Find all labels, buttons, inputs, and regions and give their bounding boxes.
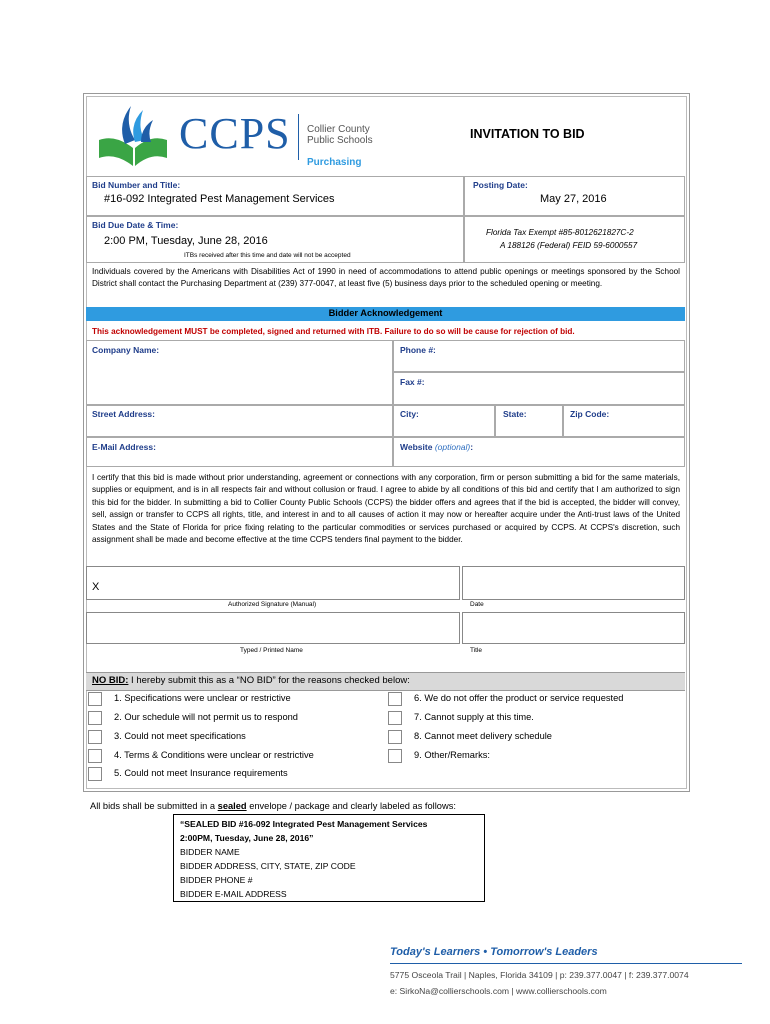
website-word: Website bbox=[400, 442, 433, 452]
footer-divider bbox=[390, 963, 742, 964]
fax-label: Fax #: bbox=[400, 377, 425, 387]
website-colon: : bbox=[470, 442, 474, 452]
nobid-checkbox-2[interactable] bbox=[88, 711, 102, 725]
envelope-line2: 2:00PM, Tuesday, June 28, 2016” bbox=[180, 833, 314, 843]
phone-label: Phone #: bbox=[400, 345, 436, 355]
auth-signature-label: Authorized Signature (Manual) bbox=[228, 601, 317, 608]
city-label: City: bbox=[400, 409, 419, 419]
tax-line1: Florida Tax Exempt #85-8012621827C-2 bbox=[486, 228, 634, 237]
signature-x: X bbox=[92, 581, 100, 593]
ccps-logo bbox=[95, 100, 375, 172]
website-label bbox=[400, 442, 473, 452]
website-optional: (optional) bbox=[434, 442, 471, 452]
envelope-line4: BIDDER ADDRESS, CITY, STATE, ZIP CODE bbox=[180, 861, 356, 871]
nobid-option-8: 8. Cannot meet delivery schedule bbox=[414, 731, 552, 741]
submit-instruction bbox=[90, 801, 456, 811]
signature-date-field[interactable] bbox=[462, 566, 685, 600]
posting-date-label: Posting Date: bbox=[473, 180, 528, 190]
submit-sealed: sealed bbox=[217, 801, 247, 811]
book-flame-icon bbox=[95, 100, 175, 170]
company-name-label: Company Name: bbox=[92, 345, 160, 355]
nobid-option-9: 9. Other/Remarks: bbox=[414, 750, 490, 760]
footer-contact: e: SirkoNa@collierschools.com | www.collierschools.com bbox=[390, 986, 607, 996]
nobid-checkbox-8[interactable] bbox=[388, 730, 402, 744]
state-label: State: bbox=[503, 409, 527, 419]
nobid-option-3: 3. Could not meet specifications bbox=[114, 731, 246, 741]
footer-address: 5775 Osceola Trail | Naples, Florida 34109 | p: 239.377.0047 | f: 239.377.0074 bbox=[390, 970, 689, 980]
authorized-signature-field[interactable] bbox=[86, 566, 460, 600]
date-label: Date bbox=[470, 601, 484, 608]
bid-number-label: Bid Number and Title: bbox=[92, 180, 181, 190]
logo-letters: CCPS bbox=[179, 109, 291, 158]
email-label: E-Mail Address: bbox=[92, 442, 156, 452]
certify-text: I certify that this bid is made without prior understanding, agreement or connections with any corporation, firm or person submitting a bid for the same materials, supplies or equipment, and is in all respects fair and without collusion or fraud. I agree to abide by all conditions of this bid and certify that I am authorized to sign this bid for the bidder. In submitting a bid to Collier County Public Schools (CCPS) the bidder offers and agrees that if the bid is accepted, the bidder will convey, sell, assign or transfer to CCPS all rights, title, and interest in and to all causes of action it may now or hereafter acquire under the Anti-trust laws of the United States and the State of Florida for price fixing relating to the particular commodities or services purchased or acquired by CCPS. At CCPS's discretion, such assignment shall be made and become effective at the time CCPS tenders final payment to the bidder. bbox=[92, 473, 680, 545]
title-field[interactable] bbox=[462, 612, 685, 644]
tax-cell bbox=[464, 216, 685, 263]
ada-notice: Individuals covered by the Americans with Disabilities Act of 1990 in need of accommodations to attend public openings or meetings sponsored by the School District shall contact the Purchasing Department at (239) 377-0047, at least five (5) business days prior to the scheduled opening or meeting. bbox=[92, 267, 680, 289]
fax-field[interactable] bbox=[393, 372, 685, 405]
logo-line2: Public Schools bbox=[307, 135, 373, 146]
nobid-checkbox-7[interactable] bbox=[388, 711, 402, 725]
logo-line1: Collier County bbox=[307, 124, 370, 135]
due-date-label: Bid Due Date & Time: bbox=[92, 220, 179, 230]
nobid-option-1: 1. Specifications were unclear or restrictive bbox=[114, 693, 291, 703]
submit-post: envelope / package and clearly labeled as follows: bbox=[246, 801, 456, 811]
ack-warning: This acknowledgement MUST be completed, signed and returned with ITB. Failure to do so will be cause for rejection of bid. bbox=[92, 327, 575, 336]
submit-pre: All bids shall be submitted in a bbox=[90, 801, 218, 811]
page-title: INVITATION TO BID bbox=[470, 127, 585, 141]
envelope-line6: BIDDER E-MAIL ADDRESS bbox=[180, 889, 287, 899]
envelope-line1: “SEALED BID #16-092 Integrated Pest Management Services bbox=[180, 819, 428, 829]
title-label: Title bbox=[470, 647, 483, 654]
nobid-option-2: 2. Our schedule will not permit us to respond bbox=[114, 712, 298, 722]
phone-field[interactable] bbox=[393, 340, 685, 372]
envelope-line3: BIDDER NAME bbox=[180, 847, 240, 857]
printed-name-label: Typed / Printed Name bbox=[240, 647, 303, 654]
nobid-option-7: 7. Cannot supply at this time. bbox=[414, 712, 534, 722]
street-label: Street Address: bbox=[92, 409, 155, 419]
envelope-label-box bbox=[173, 814, 485, 902]
nobid-option-5: 5. Could not meet Insurance requirements bbox=[114, 768, 288, 778]
due-date-value: 2:00 PM, Tuesday, June 28, 2016 bbox=[104, 235, 268, 247]
footer-tagline: Today's Learners • Tomorrow's Leaders bbox=[390, 946, 598, 958]
envelope-line5: BIDDER PHONE # bbox=[180, 875, 253, 885]
posting-date-value: May 27, 2016 bbox=[540, 193, 607, 205]
ack-title: Bidder Acknowledgement bbox=[328, 308, 443, 318]
nobid-option-6: 6. We do not offer the product or service requested bbox=[414, 693, 624, 703]
nobid-heading bbox=[92, 675, 410, 686]
nobid-checkbox-1[interactable] bbox=[88, 692, 102, 706]
zip-label: Zip Code: bbox=[570, 409, 610, 419]
printed-name-field[interactable] bbox=[86, 612, 460, 644]
due-date-note: ITBs received after this time and date will not be accepted bbox=[184, 252, 351, 259]
bid-number-value: #16-092 Integrated Pest Management Services bbox=[104, 193, 335, 205]
logo-dept: Purchasing bbox=[307, 157, 362, 168]
nobid-lead: NO BID: bbox=[92, 675, 129, 686]
nobid-checkbox-3[interactable] bbox=[88, 730, 102, 744]
tax-line2: A 188126 (Federal) FEID 59-6000557 bbox=[500, 241, 638, 250]
nobid-text: I hereby submit this as a “NO BID” for the reasons checked below: bbox=[128, 675, 410, 686]
nobid-checkbox-4[interactable] bbox=[88, 749, 102, 763]
nobid-checkbox-9[interactable] bbox=[388, 749, 402, 763]
nobid-option-4: 4. Terms & Conditions were unclear or restrictive bbox=[114, 750, 314, 760]
nobid-checkbox-6[interactable] bbox=[388, 692, 402, 706]
logo-divider bbox=[298, 114, 299, 160]
nobid-checkbox-5[interactable] bbox=[88, 767, 102, 781]
